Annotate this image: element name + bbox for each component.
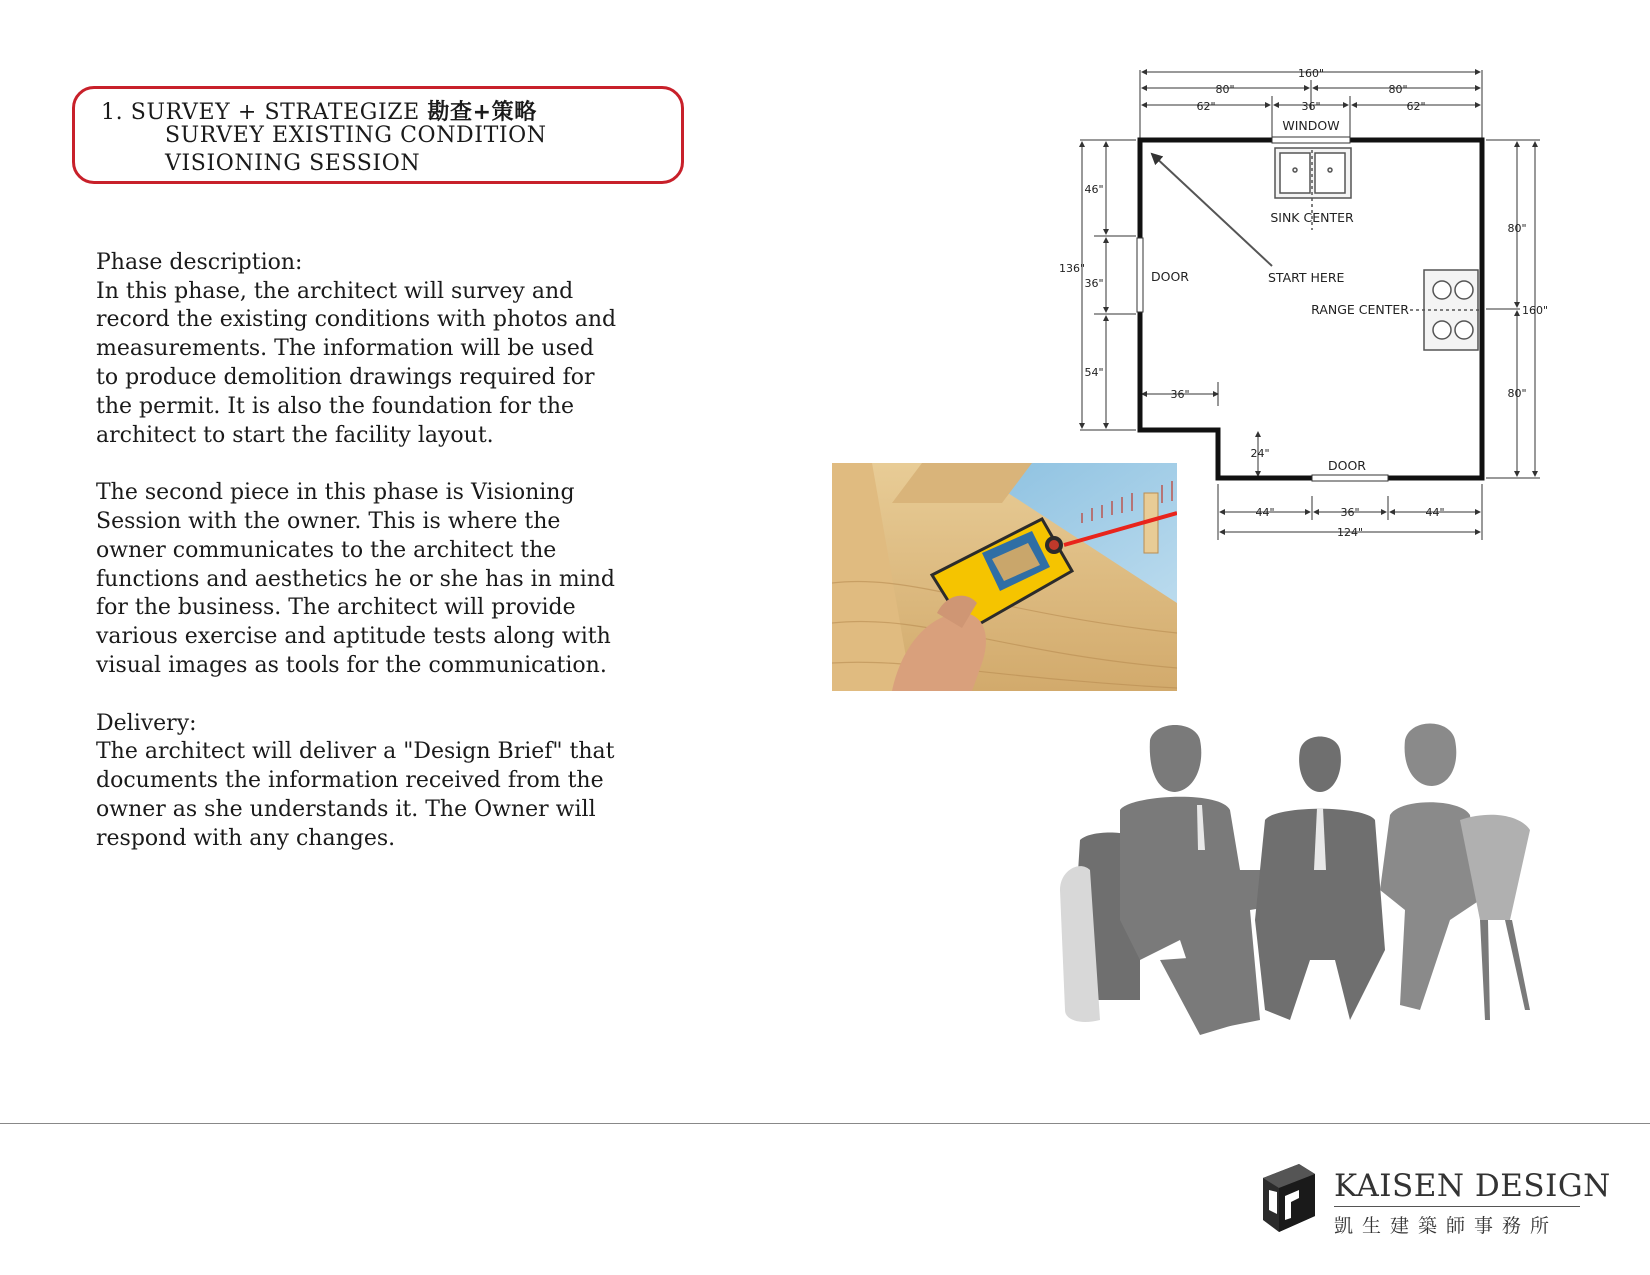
text-line: The architect will deliver a "Design Brief" that [96,739,615,765]
start-here-arrow [1152,154,1272,266]
brand-divider [1334,1206,1580,1207]
dim-right-top: 80" [1507,222,1527,235]
dim-top-half-right: 80" [1388,83,1408,96]
text-line: Delivery: [96,710,197,736]
laser-measure-photo [832,463,1177,691]
phase-subtitle-visioning: VISIONING SESSION [165,151,421,176]
label-range-center: RANGE CENTER [1311,302,1409,317]
phase-description [96,220,686,882]
label-sink-center: SINK CENTER [1270,210,1354,225]
phase-subtitle-survey: SURVEY EXISTING CONDITION [165,123,547,148]
label-door-bottom: DOOR [1328,458,1366,473]
text-line: Phase description: [96,249,303,275]
dim-notch-height: 24" [1250,447,1270,460]
dim-notch-width: 36" [1170,388,1190,401]
text-line: for the business. The architect will provide [96,595,576,621]
dim-top-left: 62" [1196,100,1216,113]
dim-top-total: 160" [1297,67,1325,80]
dim-right-bottom: 80" [1507,387,1527,400]
dim-top-half-left: 80" [1215,83,1235,96]
brand-name: KAISEN DESIGN [1334,1168,1611,1204]
text-line: respond with any changes. [96,825,396,851]
phase-title-cn: 勘查+策略 [427,100,537,125]
phase-title-box [72,86,684,184]
text-line: various exercise and aptitude tests along with [96,624,611,650]
text-line: owner as she understands it. The Owner will [96,796,596,822]
text-line: owner communicates to the architect the [96,537,557,563]
brand-name-cn: 凱生建築師事務所 [1334,1215,1559,1237]
dim-left-total: 136" [1058,262,1086,275]
dim-right-total: 160" [1521,304,1549,317]
kaisen-design-logo-icon [1255,1160,1321,1234]
dim-bottom-left: 44" [1255,506,1275,519]
label-window: WINDOW [1282,118,1340,133]
phase-title-en: 1. SURVEY + STRATEGIZE [101,100,420,125]
phase-title [101,95,537,126]
text-line: The second piece in this phase is Visioning [96,480,575,506]
text-line: visual images as tools for the communication. [96,652,607,678]
dim-left-bottom: 54" [1084,366,1104,379]
range-icon [1410,270,1482,350]
text-line: the permit. It is also the foundation for the [96,393,575,419]
dim-left-top: 46" [1084,183,1104,196]
text-line: documents the information received from the [96,768,604,794]
text-line: to produce demolition drawings required for [96,364,595,390]
door-opening-bottom [1312,475,1388,481]
text-line: Session with the owner. This is where the [96,508,561,534]
dim-bottom-right: 44" [1425,506,1445,519]
text-line: measurements. The information will be used [96,336,594,362]
text-line: In this phase, the architect will survey and [96,278,574,304]
meeting-silhouette-illustration [1060,720,1570,1050]
window-opening [1272,137,1350,143]
dim-bottom-mid: 36" [1340,506,1360,519]
text-line: record the existing conditions with photos and [96,307,617,333]
door-opening-left [1137,238,1143,312]
text-line: functions and aesthetics he or she has in mind [96,566,615,592]
text-line: architect to start the facility layout. [96,422,494,448]
footer-divider [0,1123,1650,1124]
dim-bottom-total: 124" [1336,526,1364,539]
label-start-here: START HERE [1268,270,1345,285]
dim-top-mid: 36" [1301,100,1321,113]
dim-top-right: 62" [1406,100,1426,113]
label-door-left: DOOR [1151,269,1189,284]
dim-left-mid: 36" [1084,277,1104,290]
